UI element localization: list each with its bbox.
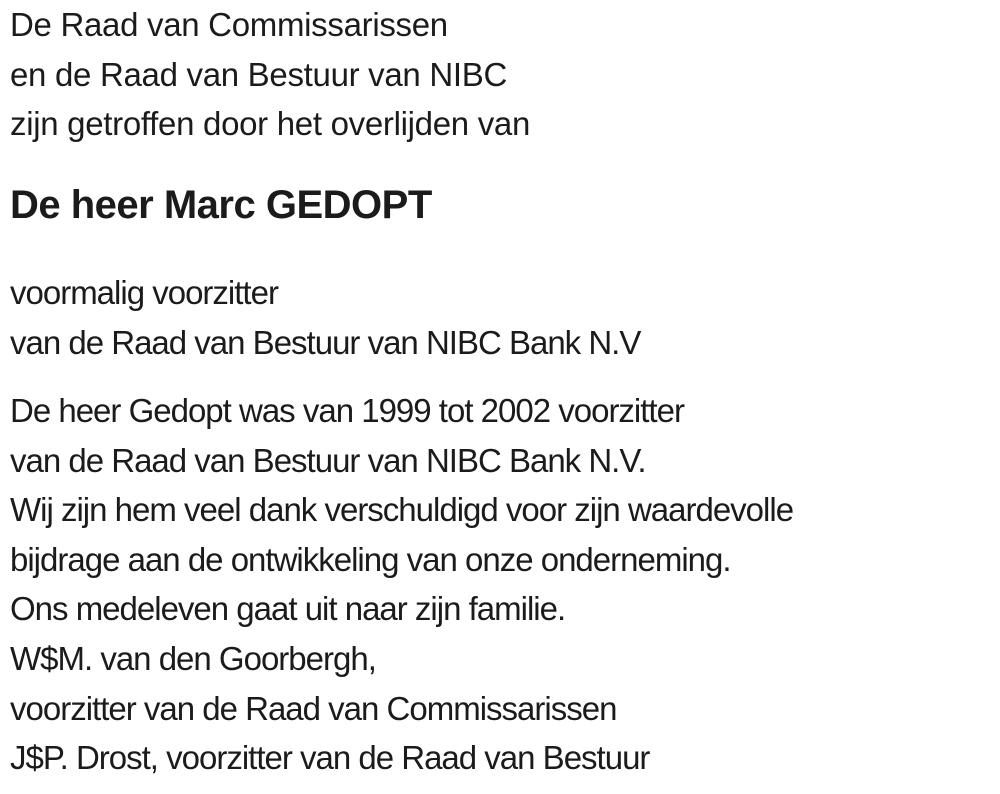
intro-line-3: zijn getroffen door het overlijden van <box>10 105 531 143</box>
body-line-5: Ons medeleven gaat uit naar zijn familie. <box>10 590 566 628</box>
intro-line-2: en de Raad van Bestuur van NIBC <box>10 55 507 93</box>
body-line-8: J$P. Drost, voorzitter van de Raad van Bestuur <box>10 739 650 777</box>
body-paragraph <box>10 386 793 783</box>
body-line-1: De heer Gedopt was van 1999 tot 2002 voorzitter <box>10 392 684 429</box>
body-line-2: van de Raad van Bestuur van NIBC Bank N.V. <box>10 441 646 479</box>
body-line-7: voorzitter van de Raad van Commissarissen <box>10 689 617 727</box>
role-line-2: van de Raad van Bestuur van NIBC Bank N.V <box>10 323 641 361</box>
intro-paragraph <box>10 0 530 149</box>
body-line-6: W$M. van den Goorbergh, <box>10 639 376 677</box>
body-line-4: bijdrage aan de ontwikkeling van onze onderneming. <box>10 540 731 578</box>
role-line-1: voormalig voorzitter <box>10 274 278 311</box>
body-line-3: Wij zijn hem veel dank verschuldigd voor zijn waardevolle <box>10 491 794 529</box>
role-paragraph <box>10 268 640 367</box>
intro-line-1: De Raad van Commissarissen <box>10 6 448 43</box>
deceased-name: De heer Marc GEDOPT <box>10 183 432 227</box>
